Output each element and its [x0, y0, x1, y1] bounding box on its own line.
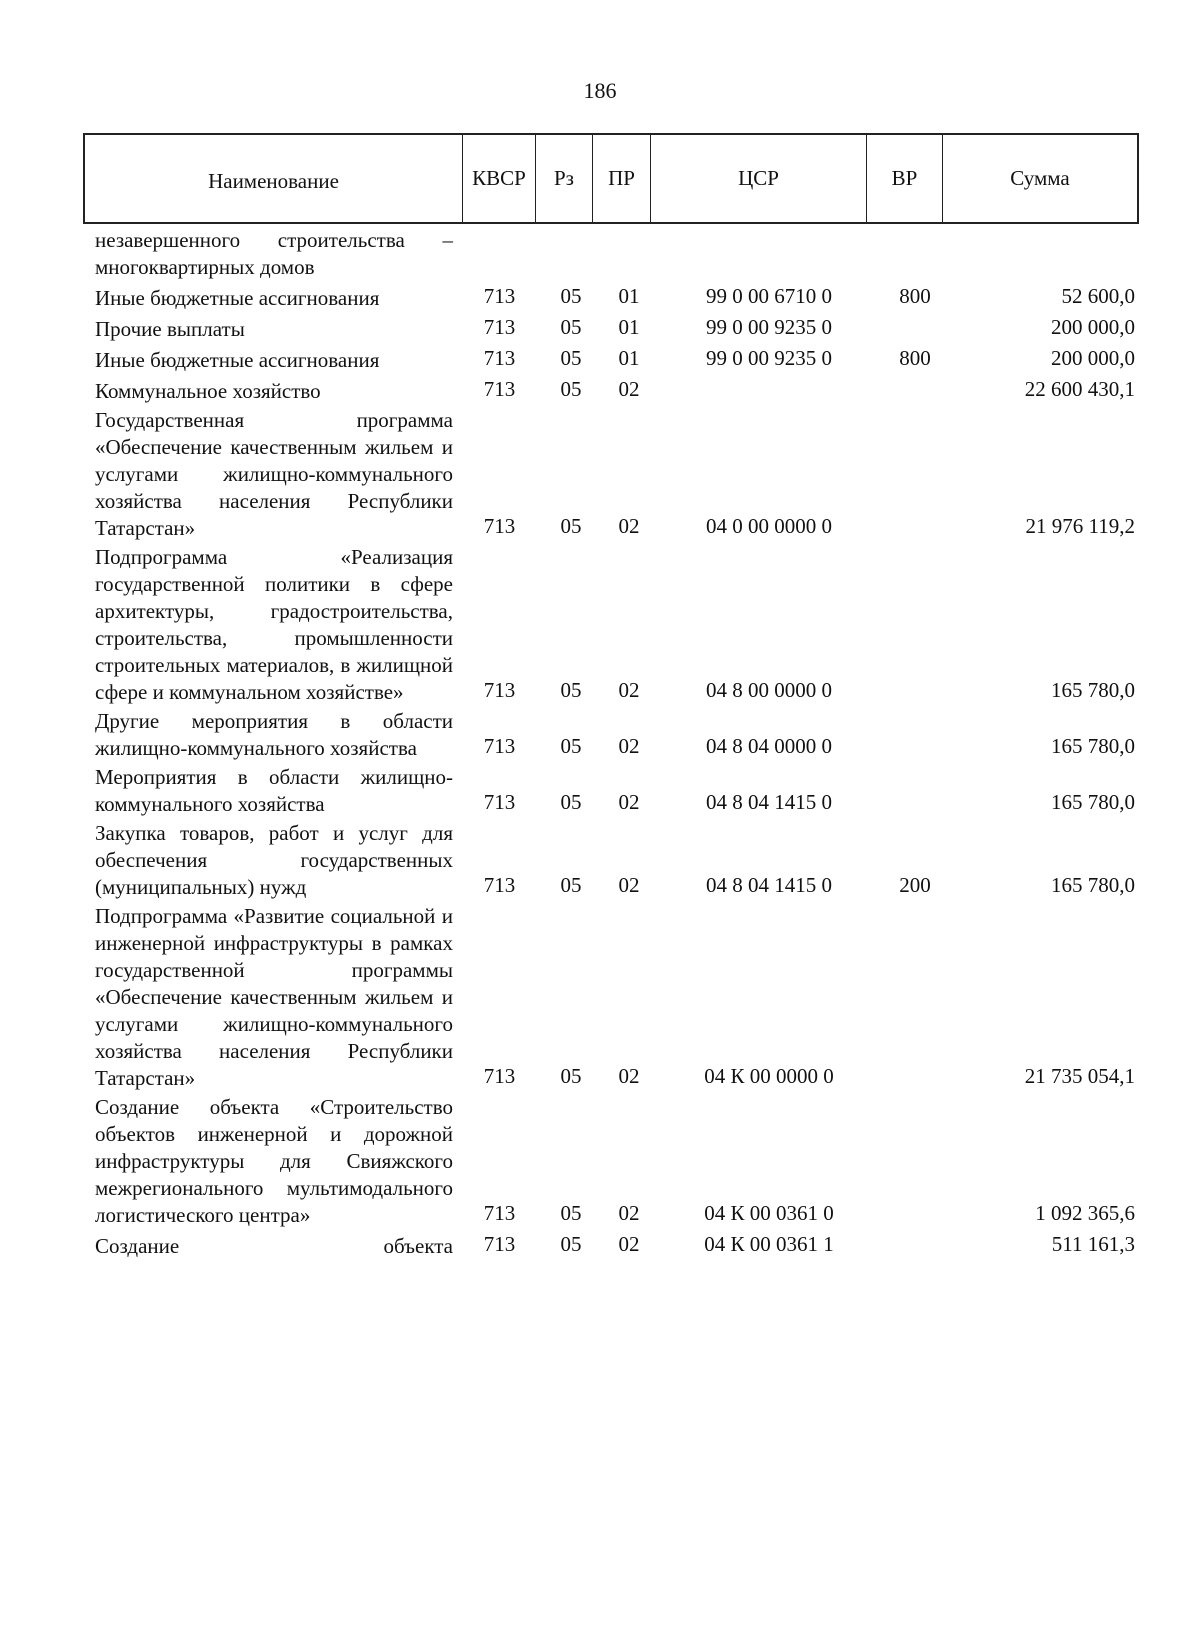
- row-sum: 1 092 365,6: [1035, 1201, 1135, 1225]
- table-row: [95, 544, 1135, 708]
- row-name: Мероприятия в области жилищно-коммунального хозяйства: [95, 765, 453, 816]
- row-pr: 01: [618, 346, 640, 370]
- header-pr: ПР: [593, 135, 651, 222]
- row-kvsr: 713: [483, 346, 516, 370]
- row-name: Создание объекта: [95, 1234, 453, 1258]
- row-sum: 165 780,0: [1051, 873, 1135, 897]
- row-name: незавершенного строительства – многоквартирных домов: [95, 228, 453, 279]
- row-name: Иные бюджетные ассигнования: [95, 286, 380, 310]
- row-rz: 05: [560, 734, 582, 758]
- row-kvsr: 713: [483, 315, 516, 339]
- table-row: [95, 376, 1135, 407]
- row-rz: 05: [560, 1201, 582, 1225]
- row-kvsr: 713: [483, 790, 516, 814]
- row-rz: 05: [560, 873, 582, 897]
- row-csr: 04 8 00 0000 0: [706, 678, 832, 702]
- header-vr: ВР: [867, 135, 943, 222]
- table-row: [95, 903, 1135, 1094]
- row-sum: 165 780,0: [1051, 734, 1135, 758]
- row-name: Государственная программа «Обеспечение качественным жильем и услугами жилищно-коммунального хозяйства населения Республики Татарстан»: [95, 408, 453, 540]
- table-row: [95, 820, 1135, 903]
- row-rz: 05: [560, 315, 582, 339]
- row-pr: 02: [618, 734, 640, 758]
- row-sum: 200 000,0: [1051, 315, 1135, 339]
- row-pr: 02: [618, 377, 640, 401]
- row-rz: 05: [560, 678, 582, 702]
- row-vr: 800: [899, 346, 931, 370]
- row-rz: 05: [560, 377, 582, 401]
- row-name: Создание объекта «Строительство объектов инженерной и дорожной инфраструктуры для Свияжского межрегионального мультимодального логистического центра»: [95, 1095, 453, 1227]
- row-csr: 04 8 04 1415 0: [706, 790, 832, 814]
- table-row: [95, 227, 1135, 283]
- row-vr: 200: [899, 873, 931, 897]
- row-pr: 02: [618, 873, 640, 897]
- table-row: [95, 708, 1135, 764]
- row-pr: 02: [618, 514, 640, 538]
- row-csr: 99 0 00 9235 0: [706, 315, 832, 339]
- row-rz: 05: [560, 346, 582, 370]
- table-header: [83, 133, 1139, 224]
- row-rz: 05: [560, 1232, 582, 1256]
- row-csr: 04 К 00 0000 0: [704, 1064, 834, 1088]
- row-sum: 165 780,0: [1051, 790, 1135, 814]
- row-rz: 05: [560, 790, 582, 814]
- row-kvsr: 713: [483, 734, 516, 758]
- table-row: [95, 1094, 1135, 1231]
- row-sum: 52 600,0: [1061, 284, 1135, 308]
- row-kvsr: 713: [483, 377, 516, 401]
- header-sum: Сумма: [1010, 166, 1070, 190]
- header-name: Наименование: [85, 135, 463, 222]
- page-number: 186: [583, 78, 617, 103]
- row-csr: 99 0 00 6710 0: [706, 284, 832, 308]
- row-pr: 02: [618, 1201, 640, 1225]
- row-csr: 04 К 00 0361 1: [704, 1232, 834, 1256]
- row-sum: 165 780,0: [1051, 678, 1135, 702]
- row-vr: 800: [899, 284, 931, 308]
- row-name: Прочие выплаты: [95, 317, 245, 341]
- row-kvsr: 713: [483, 514, 516, 538]
- header-csr: ЦСР: [651, 135, 867, 222]
- row-kvsr: 713: [483, 1201, 516, 1225]
- row-sum: 200 000,0: [1051, 346, 1135, 370]
- row-csr: 04 0 00 0000 0: [706, 514, 832, 538]
- row-csr: 99 0 00 9235 0: [706, 346, 832, 370]
- row-rz: 05: [560, 284, 582, 308]
- row-name: Коммунальное хозяйство: [95, 379, 321, 403]
- row-name: Подпрограмма «Развитие социальной и инженерной инфраструктуры в рамках государственной программы «Обеспечение качественным жильем и услугами жилищно-коммунального хозяйства населения Республики Татарстан»: [95, 904, 453, 1090]
- row-kvsr: 713: [483, 284, 516, 308]
- row-pr: 02: [618, 678, 640, 702]
- row-pr: 02: [618, 1064, 640, 1088]
- table-row: [95, 314, 1135, 345]
- row-pr: 02: [618, 1232, 640, 1256]
- table-body: [95, 227, 1135, 1262]
- row-sum: 511 161,3: [1051, 1232, 1135, 1256]
- row-rz: 05: [560, 1064, 582, 1088]
- table-row: [95, 764, 1135, 820]
- table-row: [95, 345, 1135, 376]
- row-kvsr: 713: [483, 678, 516, 702]
- row-pr: 02: [618, 790, 640, 814]
- row-pr: 01: [618, 315, 640, 339]
- header-rz: Рз: [536, 135, 593, 222]
- row-name: Другие мероприятия в области жилищно-коммунального хозяйства: [95, 709, 453, 760]
- table-row: [95, 1231, 1135, 1262]
- row-kvsr: 713: [483, 1064, 516, 1088]
- row-name: Закупка товаров, работ и услуг для обеспечения государственных (муниципальных) нужд: [95, 821, 453, 899]
- row-sum: 21 976 119,2: [1025, 514, 1135, 538]
- row-rz: 05: [560, 514, 582, 538]
- table-row: [95, 283, 1135, 314]
- row-csr: 04 К 00 0361 0: [704, 1201, 834, 1225]
- row-name: Иные бюджетные ассигнования: [95, 348, 380, 372]
- row-csr: 04 8 04 0000 0: [706, 734, 832, 758]
- row-sum: 22 600 430,1: [1024, 377, 1135, 401]
- row-sum: 21 735 054,1: [1024, 1064, 1135, 1088]
- header-kvsr: КВСР: [463, 135, 536, 222]
- row-kvsr: 713: [483, 873, 516, 897]
- row-pr: 01: [618, 284, 640, 308]
- row-name: Подпрограмма «Реализация государственной политики в сфере архитектуры, градостроительства, строительства, промышленности строительных материалов, в жилищной сфере и коммунальном хозяйстве»: [95, 545, 453, 704]
- table-row: [95, 407, 1135, 544]
- row-kvsr: 713: [483, 1232, 516, 1256]
- row-csr: 04 8 04 1415 0: [706, 873, 832, 897]
